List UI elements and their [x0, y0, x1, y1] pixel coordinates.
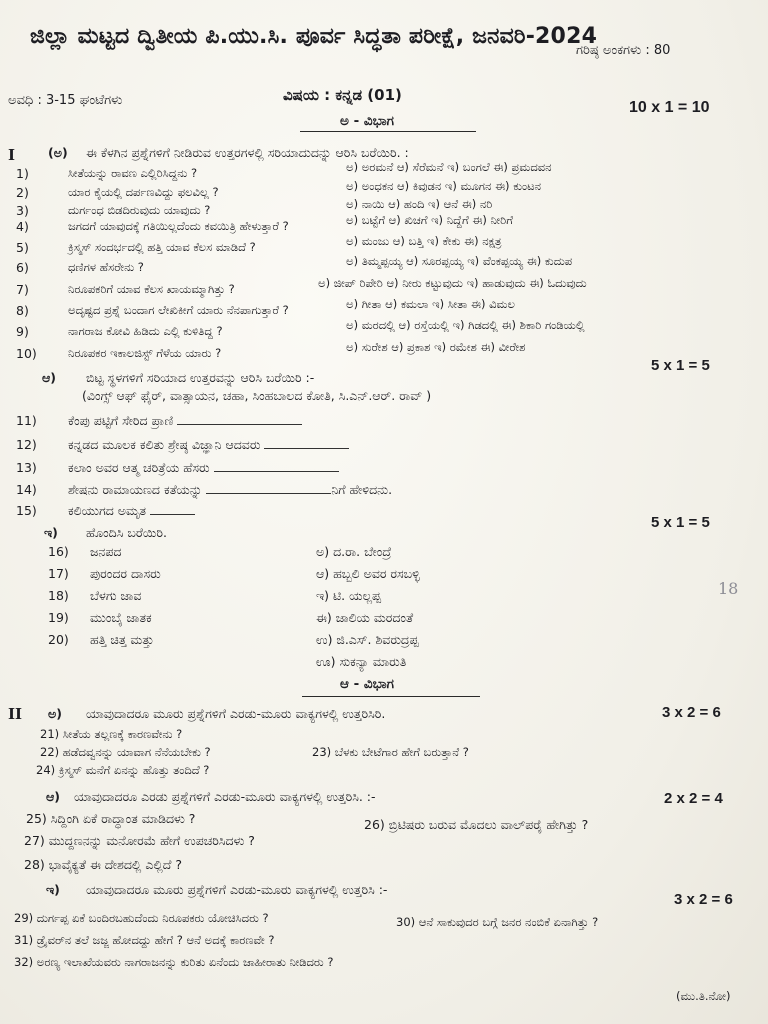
answer-blank[interactable]	[206, 483, 331, 494]
question-26: 26) ಬ್ರಿಟಿಷರು ಬರುವ ಮೊದಲು ವಾಲ್‌ಪರೈ ಹೇಗಿತ್ತು ?	[364, 817, 589, 832]
question-29: 29) ದುರ್ಗಪ್ಪ ಏಕೆ ಬಂದಿರಬಹುದೆಂದು ನಿರೂಪಕರು ಯೋಚಿಸಿದರು ?	[14, 911, 269, 925]
question-text: ನಾಗರಾಜ ಕೋವಿ ಹಿಡಿದು ಎಲ್ಲಿ ಕುಳಿತಿದ್ದ ?	[68, 324, 223, 338]
question-24: 24) ಕ್ರಿಸ್ಮಸ್ ಮನೆಗೆ ಏನನ್ನು ಹೊತ್ತು ತಂದಿದೆ ?	[36, 763, 210, 777]
question-32: 32) ಅರಣ್ಯ ಇಲಾಖೆಯವರು ನಾಗರಾಜನನ್ನು ಕುರಿತು ಏನೆಂದು ಜಾಹೀರಾತು ನೀಡಿದರು ?	[14, 955, 334, 969]
answer-blank[interactable]	[177, 414, 302, 425]
question-27: 27) ಮುದ್ದಣನನ್ನು ಮನೋರಮೆ ಹೇಗೆ ಉಪಚರಿಸಿದಳು ?	[24, 833, 255, 848]
sub-c-instruction: ಹೊಂದಿಸಿ ಬರೆಯಿರಿ.	[86, 525, 167, 540]
question-number: 4)	[16, 219, 29, 234]
question-number: 14)	[16, 482, 37, 497]
question-number: 2)	[16, 185, 29, 200]
question-options: ಅ) ನಾಯಿ ಆ) ಹಂದಿ ಇ) ಆನೆ ಈ) ನರಿ	[346, 197, 493, 211]
part-a-underline	[300, 131, 476, 132]
question-number: 15)	[16, 503, 37, 518]
match-right-item: ಊ) ಸುಕನ್ಯಾ ಮಾರುತಿ	[316, 654, 407, 669]
question-options: ಅ) ಮಂಜು ಆ) ಬತ್ತಿ ಇ) ಕೇಕು ಈ) ನಕ್ಷತ್ರ	[346, 234, 502, 248]
question-options: ಅ) ಸುರೇಶ ಆ) ಪ್ರಕಾಶ ಇ) ರಮೇಶ ಈ) ವೀರೇಶ	[346, 340, 526, 354]
part-b-sub-a-instruction: ಯಾವುದಾದರೂ ಮೂರು ಪ್ರಶ್ನೆಗಳಿಗೆ ಎರಡು-ಮೂರು ವಾಕ್ಯಗಳಲ್ಲಿ ಉತ್ತರಿಸಿರಿ.	[86, 706, 386, 721]
question-text: ಜಗದಗೆ ಯಾವುದಕ್ಕೆ ಗತಿಯಿಲ್ಲದೆಂದು ಕವಯಿತ್ರಿ ಹೇಳುತ್ತಾರೆ ?	[68, 219, 289, 233]
fill-blank-row	[68, 483, 392, 497]
answer-blank[interactable]	[264, 438, 349, 449]
question-number: 11)	[16, 413, 37, 428]
question-number: 7)	[16, 282, 29, 297]
question-31: 31) ಡ್ರೈವರ್‌ನ ತಲೆ ಜಜ್ಜ ಹೋದದ್ದು ಹೇಗೆ ? ಆನೆ ಅದಕ್ಕೆ ಕಾರಣವೇ ?	[14, 933, 275, 947]
match-number: 16)	[48, 544, 69, 559]
sub-a-instruction: ಈ ಕೆಳಗಿನ ಪ್ರಶ್ನೆಗಳಿಗೆ ನೀಡಿರುವ ಉತ್ತರಗಳಲ್ಲಿ ಸರಿಯಾದುದನ್ನು ಆರಿಸಿ ಬರೆಯಿರಿ. :	[86, 145, 409, 160]
fill-blank-row	[68, 438, 349, 452]
question-options: ಅ) ಅಂಧಕನ ಆ) ಕಿವುಡನ ಇ) ಮೂಗನ ಈ) ಕುಂಟನ	[346, 179, 542, 193]
question-text: ನಿರೂಪಕರಿಗೆ ಯಾವ ಕೆಲಸ ಖಾಯಮ್ಮಾಗಿತ್ತು ?	[68, 282, 235, 296]
match-left-item: ಮುಂಬೈ ಜಾತಕ	[90, 610, 152, 625]
pencil-mark: 18	[718, 579, 739, 598]
part-b-sub-b-marks: 2 x 2 = 4	[664, 790, 723, 807]
question-23: 23) ಬೆಳಕು ಬೇಟೆಗಾರ ಹೇಗೆ ಬರುತ್ತಾನೆ ?	[312, 745, 469, 759]
sub-a-label: (ಅ)	[48, 145, 68, 160]
question-text: ಯಾರ ಕೈಯಲ್ಲಿ ದರ್ಪಣವಿದ್ದು ಫಲವಿಲ್ಲ ?	[68, 185, 219, 199]
match-right-item: ಅ) ದ.ರಾ. ಬೇಂದ್ರೆ	[316, 544, 392, 559]
question-options: ಅ) ಬಟ್ಟೆಗೆ ಆ) ಖಿಚಗೆ ಇ) ನಿದ್ದೆಗೆ ಈ) ನೀರಿಗೆ	[346, 213, 513, 227]
word-bank: (ವಿಂಗ್ಸ್ ಆಫ್ ಫೈರ್, ವಾತ್ಸಾಯನ, ಚಹಾ, ಸಿಂಹಬಾಲದ ಕೋತಿ, ಸಿ.ಎನ್.ಆರ್. ರಾವ್ )	[82, 388, 432, 403]
part-a-marks: 10 x 1 = 10	[629, 99, 710, 116]
question-number: 1)	[16, 166, 29, 181]
max-marks-text: ಗರಿಷ್ಠ ಅಂಕಗಳು : 80	[576, 43, 671, 58]
match-right-item: ಇ) ಟಿ. ಯಲ್ಲಪ್ಪ	[316, 588, 382, 603]
exam-title: ಜಿಲ್ಲಾ ಮಟ್ಟದ ದ್ವಿತೀಯ ಪಿ.ಯು.ಸಿ. ಪೂರ್ವ ಸಿದ್ಧತಾ ಪರೀಕ್ಷೆ, ಜನವರಿ-2024	[30, 24, 598, 49]
question-text: ಧಣಿಗಳ ಹೆಸರೇನು ?	[68, 260, 144, 274]
question-30: 30) ಆನೆ ಸಾಕುವುದರ ಬಗ್ಗೆ ಜನರ ನಂಬಿಕೆ ಏನಾಗಿತ್ತು ?	[396, 915, 599, 929]
fill-blank-row	[68, 461, 339, 475]
match-right-item: ಈ) ಜಾಲಿಯ ಮರದಂತೆ	[316, 610, 414, 625]
question-options: ಅ) ತಿಮ್ಮಪ್ಪಯ್ಯ ಆ) ಸೂರಪ್ಪಯ್ಯ ಇ) ವೆಂಕಪ್ಪಯ್ಯ ಈ) ಕುದುಪ	[346, 254, 573, 268]
section-roman-ii: II	[8, 705, 23, 723]
answer-blank[interactable]	[214, 461, 339, 472]
fill-blank-row	[68, 414, 302, 428]
sub-c-marks: 5 x 1 = 5	[651, 514, 710, 531]
question-28: 28) ಭಾವೈಕ್ಯತೆ ಈ ದೇಶದಲ್ಲಿ ಎಲ್ಲಿದೆ ?	[24, 857, 182, 872]
match-left-item: ಬೆಳಗು ಜಾವ	[90, 588, 142, 603]
fill-blank-text: ಕಲಿಯುಗದ ಅಮೃತ	[68, 503, 146, 518]
question-text: ಕ್ರಿಸ್ಮಸ್ ಸಂದರ್ಭದಲ್ಲಿ ಹತ್ತಿ ಯಾವ ಕೆಲಸ ಮಾಡಿದೆ ?	[68, 240, 256, 254]
fill-blank-suffix: ನಿಗೆ ಹೇಳಿದನು.	[331, 482, 393, 497]
part-a-heading: ಅ - ವಿಭಾಗ	[340, 113, 394, 129]
sub-b-instruction: ಬಿಟ್ಟ ಸ್ಥಳಗಳಿಗೆ ಸರಿಯಾದ ಉತ್ತರವನ್ನು ಆರಿಸಿ ಬರೆಯಿರಿ :-	[86, 370, 315, 385]
match-number: 17)	[48, 566, 69, 581]
part-b-heading: ಆ - ವಿಭಾಗ	[340, 676, 394, 692]
part-b-sub-a-label: ಅ)	[48, 706, 62, 721]
match-number: 18)	[48, 588, 69, 603]
sub-c-label: ಇ)	[44, 525, 58, 540]
question-number: 6)	[16, 260, 29, 275]
sub-b-marks: 5 x 1 = 5	[651, 357, 710, 374]
question-options: ಅ) ಜೀಪ್ ರಿಪೇರಿ ಆ) ನೀರು ಕಟ್ಟುವುದು ಇ) ಹಾಡುವುದು ಈ) ಓದುವುದು	[318, 276, 587, 290]
fill-blank-text: ಕಲಾಂ ಅವರ ಆತ್ಮ ಚರಿತ್ರೆಯ ಹೆಸರು	[68, 460, 210, 475]
match-number: 19)	[48, 610, 69, 625]
fill-blank-row	[68, 504, 195, 518]
part-b-sub-b-instruction: ಯಾವುದಾದರೂ ಎರಡು ಪ್ರಶ್ನೆಗಳಿಗೆ ಎರಡು-ಮೂರು ವಾಕ್ಯಗಳಲ್ಲಿ ಉತ್ತರಿಸಿ. :-	[74, 789, 376, 804]
page-footer-pto: (ಮು.ತಿ.ನೋ)	[676, 989, 731, 1003]
question-number: 3)	[16, 203, 29, 218]
question-text: ದುರ್ಗಂಧ ಬಿಡದಿರುವುದು ಯಾವುದು ?	[68, 203, 211, 217]
question-text: ಸೀತೆಯನ್ನು ರಾವಣ ಎಲ್ಲಿರಿಸಿದ್ದನು ?	[68, 166, 198, 180]
section-roman-i: I	[8, 146, 16, 164]
part-b-underline	[302, 696, 480, 697]
question-options: ಅ) ಅರಮನೆ ಆ) ಸೆರೆಮನೆ ಇ) ಬಂಗಲೆ ಈ) ಪ್ರಮದವನ	[346, 160, 552, 174]
question-number: 10)	[16, 346, 37, 361]
question-22: 22) ಹಡೆದವ್ವನನ್ನು ಯಾವಾಗ ನೆನೆಯಬೇಕು ?	[40, 745, 211, 759]
question-number: 5)	[16, 240, 29, 255]
question-number: 12)	[16, 437, 37, 452]
match-left-item: ಪುರಂದರ ದಾಸರು	[90, 566, 161, 581]
fill-blank-text: ಕನ್ನಡದ ಮೂಲಕ ಕಲಿತು ಶ್ರೇಷ್ಠ ವಿಜ್ಞಾನಿ ಆದವರು	[68, 437, 261, 452]
match-right-item: ಆ) ಹಬ್ಬಲಿ ಅವರ ರಸಬಳ್ಳಿ	[316, 566, 420, 581]
match-left-item: ಜನಪದ	[90, 544, 122, 559]
question-number: 8)	[16, 303, 29, 318]
match-right-item: ಉ) ಜಿ.ಎಸ್. ಶಿವರುದ್ರಪ್ಪ	[316, 632, 419, 647]
duration: ಅವಧಿ : 3-15 ಘಂಟೆಗಳು	[8, 93, 123, 108]
question-text: ನಿರೂಪಕರ ಇಕಾಲಜಿಸ್ಟ್ ಗೆಳೆಯ ಯಾರು ?	[68, 346, 222, 360]
question-options: ಅ) ಗೀತಾ ಆ) ಕಮಲಾ ಇ) ಸೀತಾ ಈ) ವಿಮಲ	[346, 297, 515, 311]
part-b-sub-b-label: ಆ)	[46, 789, 60, 804]
question-number: 9)	[16, 324, 29, 339]
match-number: 20)	[48, 632, 69, 647]
fill-blank-text: ಶೇಷನು ರಾಮಾಯಣದ ಕತೆಯನ್ನು	[68, 482, 203, 497]
answer-blank[interactable]	[150, 504, 195, 515]
question-25: 25) ಸಿದ್ದಿಂಗಿ ಏಕೆ ರಾದ್ಧಾಂತ ಮಾಡಿದಳು ?	[26, 811, 196, 826]
question-21: 21) ಸೀತೆಯ ತಲ್ಲಣಕ್ಕೆ ಕಾರಣವೇನು ?	[40, 727, 183, 741]
question-number: 13)	[16, 460, 37, 475]
match-left-item: ಹತ್ತಿ ಚಿತ್ತ ಮತ್ತು	[90, 632, 154, 647]
sub-b-label: ಆ)	[42, 370, 56, 385]
question-text: ಅದೃಷ್ಟದ ಪ್ರಶ್ನೆ ಬಂದಾಗ ಲೇಖಿಕೀಗೆ ಯಾರು ನೆನಪಾಗುತ್ತಾರೆ ?	[68, 303, 289, 317]
part-b-sub-c-instruction: ಯಾವುದಾದರೂ ಮೂರು ಪ್ರಶ್ನೆಗಳಿಗೆ ಎರಡು-ಮೂರು ವಾಕ್ಯಗಳಲ್ಲಿ ಉತ್ತರಿಸಿ :-	[86, 882, 388, 897]
subject: ವಿಷಯ : ಕನ್ನಡ (01)	[283, 86, 402, 104]
max-marks	[576, 44, 670, 59]
part-b-sub-c-marks: 3 x 2 = 6	[674, 891, 733, 908]
fill-blank-text: ಕೆಂಪು ಪಟ್ಟಿಗೆ ಸೇರಿದ ಪ್ರಾಣಿ	[68, 413, 174, 428]
part-b-sub-a-marks: 3 x 2 = 6	[662, 704, 721, 721]
question-options: ಅ) ಮರದಲ್ಲಿ ಆ) ರಸ್ತೆಯಲ್ಲಿ ಇ) ಗಿಡದಲ್ಲಿ ಈ) ಶಿಕಾರಿ ಗಂಡಿಯಲ್ಲಿ	[346, 318, 585, 332]
part-b-sub-c-label: ಇ)	[46, 882, 60, 897]
